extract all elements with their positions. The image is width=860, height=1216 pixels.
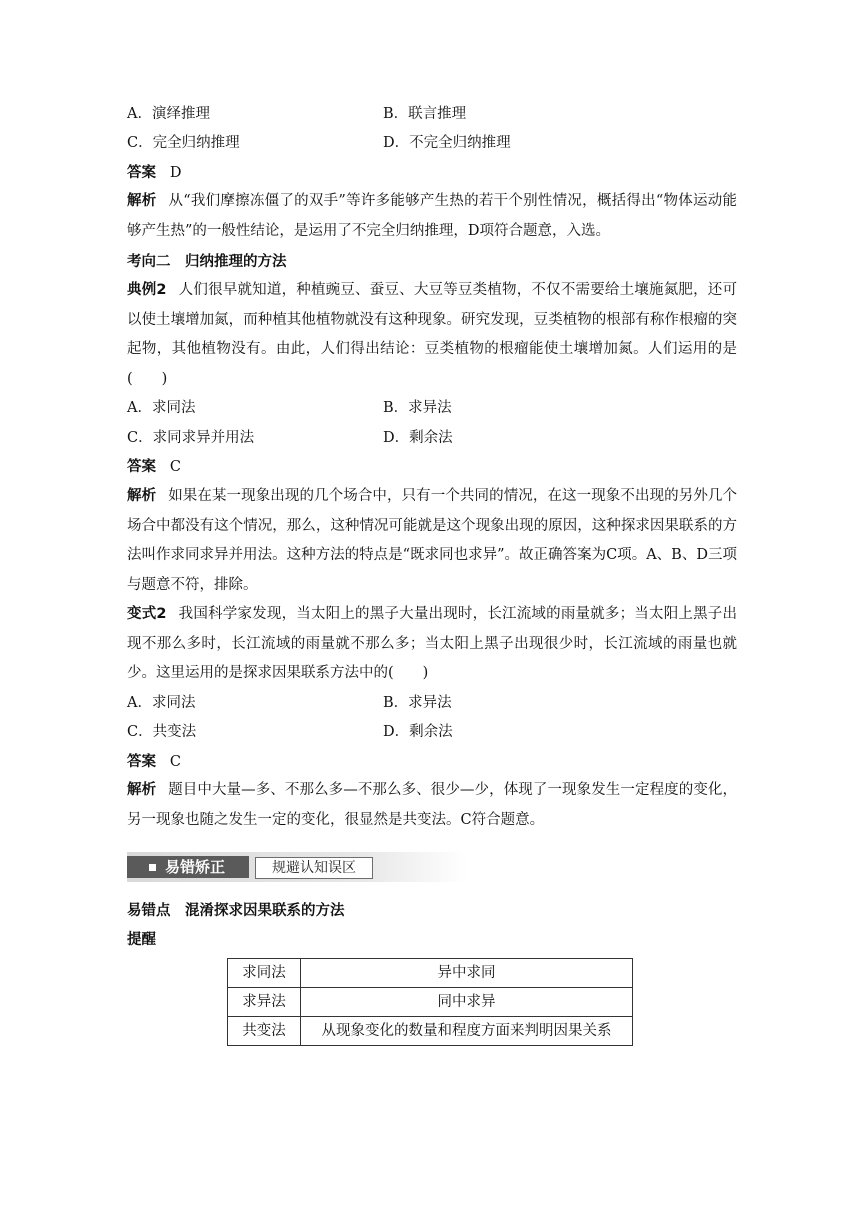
q1-analysis: 解析 从“我们摩擦冻僵了的双手”等许多能够产生热的若干个别性情况，概括得出“物体运动能够产生热”的一般性结论，是运用了不完全归纳推理，D项符合题意，入选。: [127, 193, 737, 239]
table-cell-method: 求同法: [228, 959, 301, 988]
table-cell-desc: 同中求异: [301, 988, 633, 1017]
q1-answer: 答案 D: [127, 165, 182, 181]
variant2-answer: 答案 C: [127, 754, 181, 770]
section-title: 考向二 归纳推理的方法: [127, 254, 287, 270]
table-cell-method: 求异法: [228, 988, 301, 1017]
methods-table: [227, 958, 633, 1046]
variant2-option-a: A．求同法: [127, 695, 196, 711]
tip-label: 提醒: [127, 932, 156, 948]
example2-option-b: B．求异法: [383, 400, 452, 416]
square-bullet-icon: [149, 864, 156, 871]
q1-option-d: D．不完全归纳推理: [383, 135, 511, 151]
q1-option-b: B．联言推理: [383, 106, 467, 122]
q1-option-c: C．完全归纳推理: [127, 135, 240, 151]
table-row: [228, 959, 633, 988]
example2-option-a: A．求同法: [127, 400, 196, 416]
example2-answer: 答案 C: [127, 459, 181, 475]
example2-option-c: C．求同求异并用法: [127, 430, 255, 446]
section-banner: [127, 852, 467, 882]
example2-option-d: D．剩余法: [383, 430, 453, 446]
variant2-analysis: 解析 题目中大量—多、不那么多—不那么多、很少—少，体现了一现象发生一定程度的变化，另一现象也随之发生一定的变化，很显然是共变法。C符合题意。: [127, 782, 738, 828]
example2-analysis: 解析 如果在某一现象出现的几个场合中，只有一个共同的情况，在这一现象不出现的另外几个场合中都没有这个情况，那么，这种情况可能就是这个现象出现的原因，这种探求因果联系的方法叫作求同求异并用法。这种方法的特点是“既求同也求异”。故正确答案为C项。A、B、D三项与题意不符，排除。: [127, 488, 738, 593]
banner-title: 易错矫正: [165, 858, 226, 876]
q1-option-a: A．演绎推理: [127, 106, 210, 122]
table-cell-method: 共变法: [228, 1017, 301, 1046]
table-row: [228, 1017, 633, 1046]
variant2-option-c: C．共变法: [127, 724, 197, 740]
table-cell-desc: 从现象变化的数量和程度方面来判明因果关系: [301, 1017, 633, 1046]
table-row: [228, 988, 633, 1017]
variant2-stem: 变式2 我国科学家发现，当太阳上的黑子大量出现时，长江流域的雨量就多；当太阳上黑子出现不那么多时，长江流域的雨量就不那么多；当太阳上黑子出现很少时，长江流域的雨量也就少。这里运用的是探求因果联系方法中的( ): [127, 606, 737, 681]
error-point-title: 易错点 混淆探求因果联系的方法: [127, 903, 345, 919]
variant2-option-b: B．求异法: [383, 695, 452, 711]
table-cell-desc: 异中求同: [301, 959, 633, 988]
banner-subtitle: 规避认知误区: [272, 860, 356, 876]
banner-subtitle-box: [255, 857, 373, 879]
variant2-option-d: D．剩余法: [383, 724, 453, 740]
example2-stem: 典例2 人们很早就知道，种植豌豆、蚕豆、大豆等豆类植物，不仅不需要给土壤施氮肥，还可以使土壤增加氮，而种植其他植物就没有这种现象。研究发现，豆类植物的根部有称作根瘤的突起物，其他植物没有。由此，人们得出结论：豆类植物的根瘤能使土壤增加氮。人们运用的是( ): [127, 282, 737, 387]
